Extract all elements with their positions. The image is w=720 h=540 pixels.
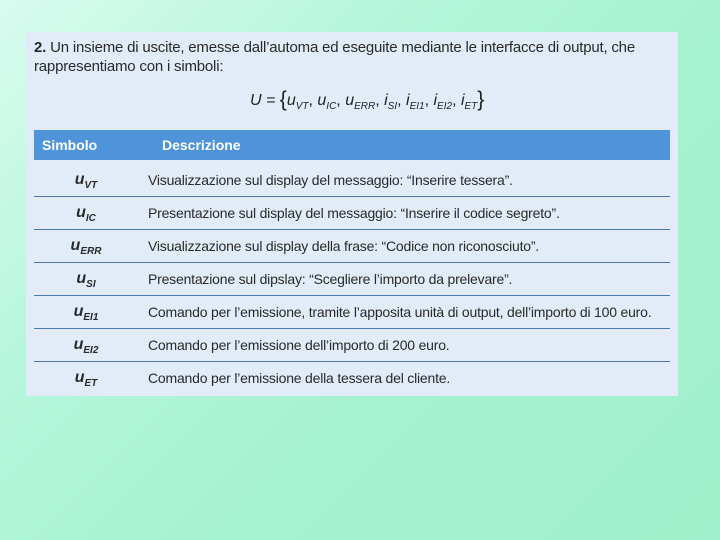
row-description: Visualizzazione sul display della frase: “Codice non riconosciuto”.	[148, 238, 539, 254]
formula-close-brace: }	[477, 88, 485, 111]
table-body	[34, 164, 670, 395]
formula-symbol: $u_{VT}$	[286, 92, 309, 113]
output-set-formula: $U = \{u_{VT}$, $u_{IC}$, $u_{ERR}$, $i_{SI}$, $i_{EI1}$, $i_{EI2}$, $i_{ET}$}	[250, 88, 485, 113]
formula-symbol: $i_{ET}$	[460, 92, 478, 113]
row-symbol: $u_{IC}$	[76, 204, 96, 225]
formula-open-brace: {	[279, 88, 287, 111]
formula-symbol: $u_{IC}$	[317, 92, 337, 113]
row-symbol: $u_{ET}$	[74, 369, 98, 390]
content-card	[26, 32, 678, 396]
formula-symbol: $i_{EI1}$	[406, 92, 425, 113]
row-symbol: $u_{ERR}$	[70, 237, 102, 258]
row-description: Comando per l’emissione della tessera del cliente.	[148, 370, 451, 386]
item-number: 2.	[34, 39, 47, 56]
formula-symbol: $i_{EI2}$	[433, 92, 453, 113]
table-row	[34, 362, 670, 395]
row-symbol: $u_{EI2}$	[73, 336, 99, 357]
intro-paragraph	[34, 38, 670, 76]
row-description: Presentazione sul display del messaggio: “Inserire il codice segreto”.	[148, 205, 560, 221]
header-symbol: Simbolo	[42, 137, 98, 153]
table-row	[34, 263, 670, 296]
intro-text: Un insieme di uscite, emesse dall’automa ed eseguite mediante le interfacce di output, che rappresentiamo con i simboli:	[34, 39, 635, 75]
table-header	[34, 130, 670, 160]
row-symbol: $u_{EI1}$	[73, 303, 99, 324]
row-symbol: $u_{SI}$	[76, 270, 96, 291]
row-description: Comando per l’emissione, tramite l’apposita unità di output, dell’importo di 100 euro.	[148, 304, 652, 320]
formula-symbol: $u_{ERR}$	[345, 92, 376, 113]
formula-lhs: U =	[250, 92, 276, 109]
row-symbol: $u_{VT}$	[74, 171, 98, 192]
table-row	[34, 230, 670, 263]
table-row	[34, 329, 670, 362]
row-description: Visualizzazione sul display del messaggio: “Inserire tessera”.	[148, 172, 513, 188]
formula-symbol: $i_{SI}$	[384, 92, 398, 113]
row-description: Comando per l’emissione dell’importo di 200 euro.	[148, 337, 450, 353]
table-row	[34, 197, 670, 230]
header-description: Descrizione	[162, 137, 241, 153]
table-row	[34, 296, 670, 329]
row-description: Presentazione sul dipslay: “Scegliere l’importo da prelevare”.	[148, 271, 513, 287]
table-row	[34, 164, 670, 197]
